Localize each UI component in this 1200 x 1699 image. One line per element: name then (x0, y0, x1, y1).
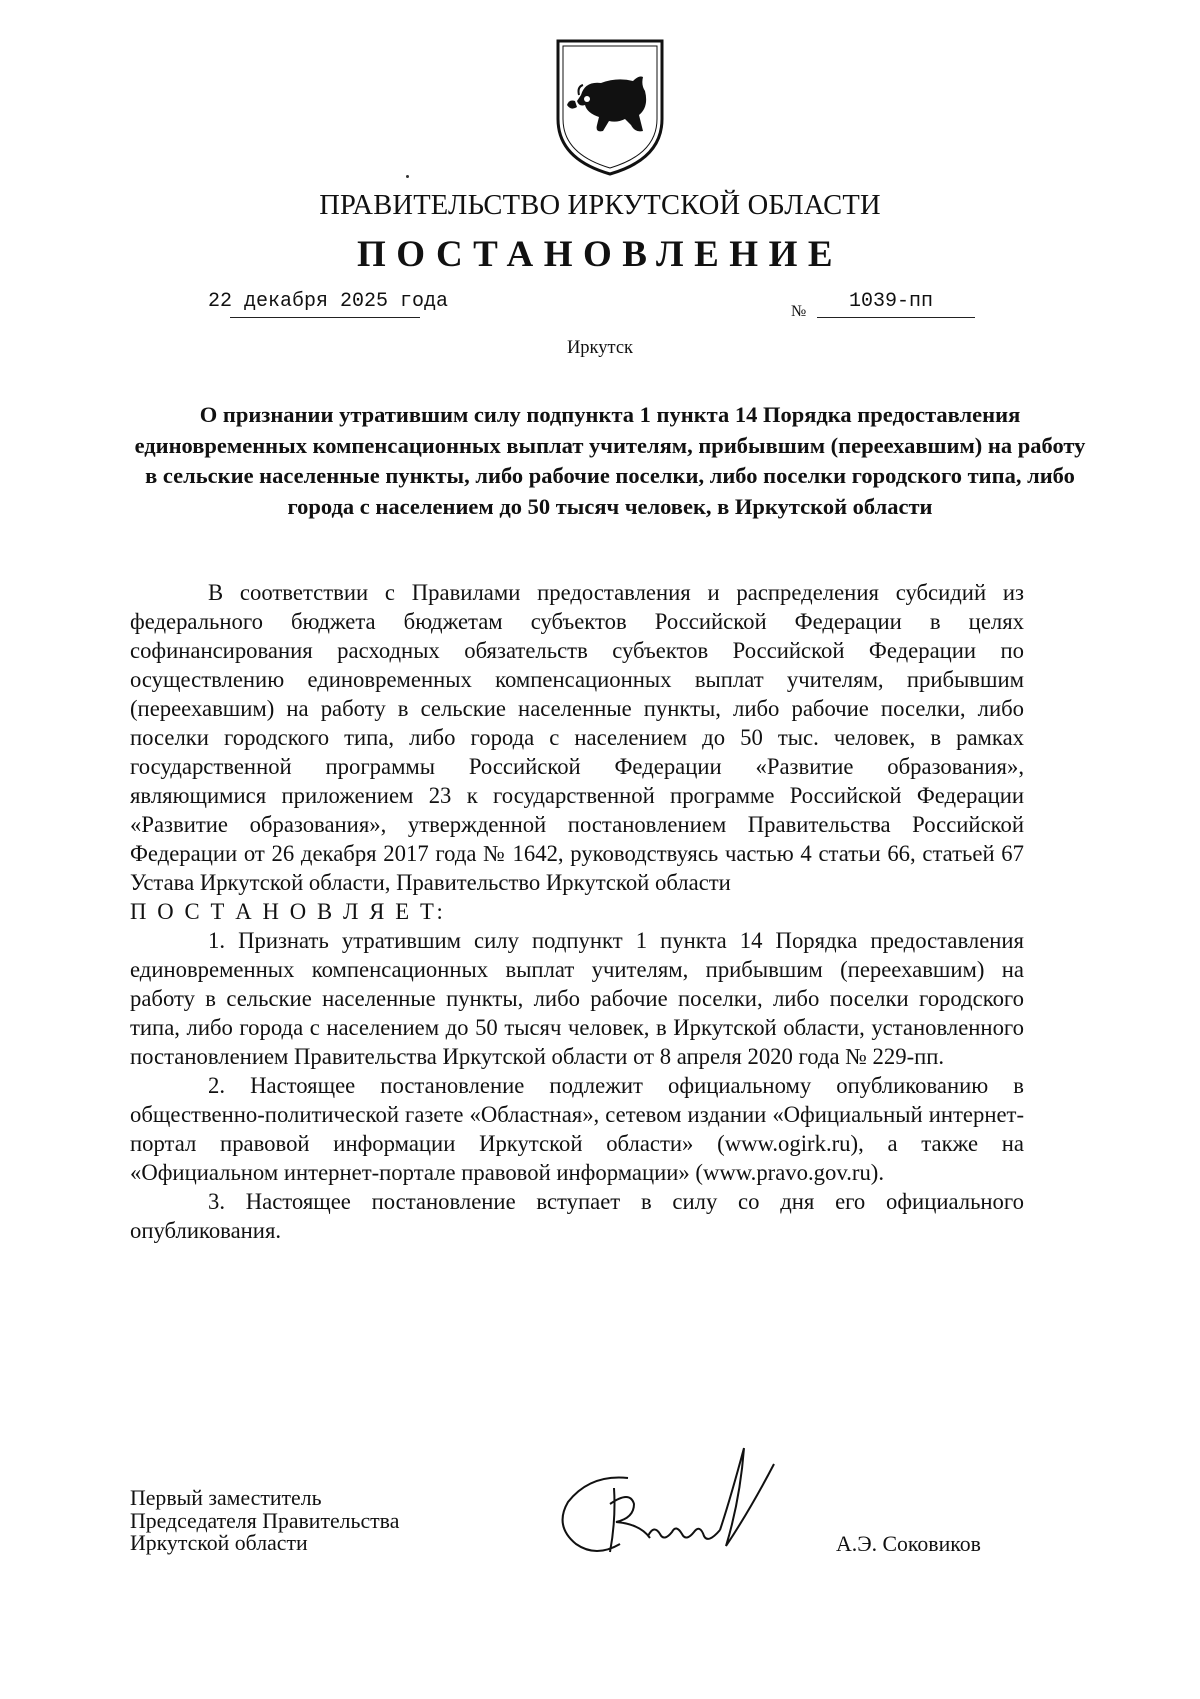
document-subject: О признании утратившим силу подпункта 1 пункта 14 Порядка предоставления единовременных компенсационных выплат учителям, прибывшим (переехавшим) на работу в сельские населенные пункты, либо рабочие поселки, либо поселки городского типа, либо города с населением до 50 тысяч человек, в Иркутской области (134, 402, 1086, 519)
date-underline (230, 317, 420, 318)
document-body (130, 578, 1024, 1245)
signer-position (130, 1487, 399, 1555)
item-1-paragraph: 1. Признать утратившим силу подпункт 1 пункта 14 Порядка предоставления единовременных компенсационных выплат учителям, прибывшим (переехавшим) на работу в сельские населенные пункты, либо рабочие поселки, либо поселки городского типа, либо города с населением до 50 тысяч человек, в Иркутской области, установленного постановлением Правительства Иркутской области от 8 апреля 2020 года № 229-пп. (130, 928, 1024, 1069)
item-2-paragraph: 2. Настоящее постановление подлежит официальному опубликованию в общественно-политической газете «Областная», сетевом издании «Официальный интернет-портал правовой информации Иркутской области» (www.ogirk.ru), а также на «Официальном интернет-портале правовой информации» (www.pravo.gov.ru). (130, 1073, 1024, 1185)
signer-position-line-2: Председателя Правительства (130, 1508, 400, 1533)
signer-position-line-1: Первый заместитель (130, 1486, 322, 1510)
number-field (817, 290, 975, 318)
scan-speck (406, 175, 409, 178)
item-3-paragraph: 3. Настоящее постановление вступает в силу со дня его официального опубликования. (130, 1189, 1024, 1243)
signer-name: А.Э. Соковиков (836, 1532, 981, 1556)
preamble-paragraph: В соответствии с Правилами предоставления и распределения субсидий из федерального бюджета бюджетам субъектов Российской Федерации в целях софинансирования расходных обязательств субъектов Российской Федерации по осуществлению единовременных компенсационных выплат учителям, прибывшим (переехавшим) на работу в сельские населенные пункты, либо рабочие поселки, либо поселки городского типа, либо города с населением до 50 тыс. человек, в рамках государственной программы Российской Федерации «Развитие образования», являющимися приложением 23 к государственной программе Российской Федерации «Развитие образования», утвержденной постановлением Правительства Российской Федерации от 26 декабря 2017 года № 1642, руководствуясь частью 4 статьи 66, статьей 67 Устава Иркутской области, Правительство Иркутской области (130, 580, 1024, 895)
authority-title: ПРАВИТЕЛЬСТВО ИРКУТСКОЙ ОБЛАСТИ (319, 190, 881, 221)
resolves-heading: П О С Т А Н О В Л Я Е Т: (130, 899, 446, 924)
number-underline (817, 317, 975, 318)
coat-of-arms-emblem (555, 37, 665, 177)
city: Иркутск (566, 338, 634, 358)
document-type: ПОСТАНОВЛЕНИЕ (356, 234, 844, 275)
document-number: 1039-пп (849, 290, 934, 313)
signer-position-line-3: Иркутской области (130, 1531, 308, 1555)
date-field (208, 290, 449, 318)
number-label: № (791, 303, 807, 320)
handwritten-signature (550, 1440, 780, 1570)
irkutsk-coat-of-arms-icon (555, 37, 665, 177)
signature-icon (550, 1440, 780, 1570)
document-date: 22 декабря 2025 года (208, 290, 449, 313)
